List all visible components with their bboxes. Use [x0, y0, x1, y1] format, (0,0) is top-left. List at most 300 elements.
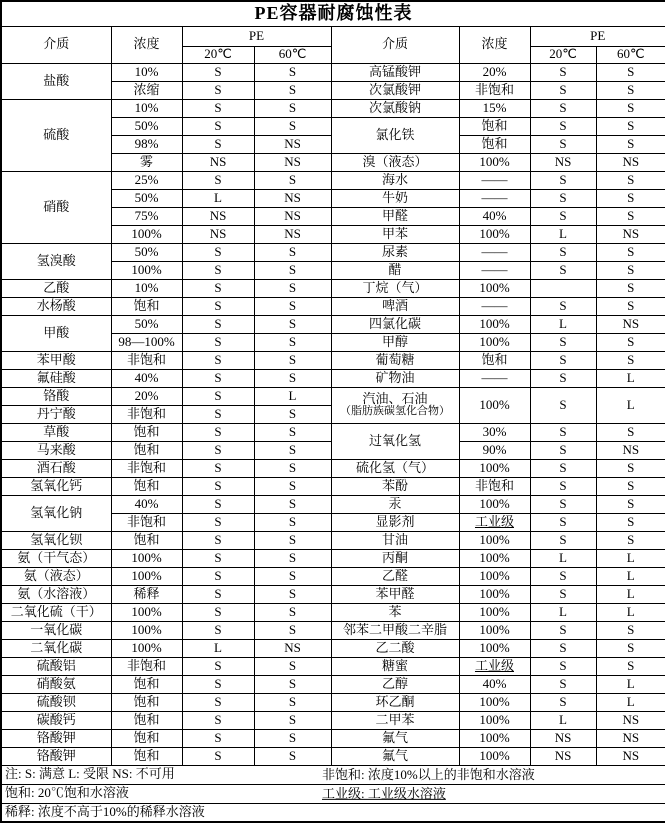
rating-20c-cell: S [182, 423, 254, 441]
rating-60c-cell: S [596, 531, 665, 549]
rating-60c-cell: NS [254, 639, 331, 657]
concentration-cell: 50% [111, 243, 182, 261]
table-body [1, 63, 665, 765]
medium-cell: 硫酸铝 [1, 657, 111, 675]
medium-cell: 硫化氢（气） [331, 459, 459, 477]
footnote-row-saturated [1, 784, 665, 803]
medium-cell: 氢溴酸 [1, 243, 111, 279]
medium-cell: 100% [111, 261, 182, 279]
table-row [1, 423, 665, 441]
concentration-cell: 非饱和 [111, 351, 182, 369]
rating-60c-cell: L [596, 603, 665, 621]
rating-20c-cell: L [182, 189, 254, 207]
rating-20c-cell: S [182, 567, 254, 585]
footnote-cell [1, 803, 665, 822]
rating-20c-cell: S [182, 117, 254, 135]
rating-60c-cell: S [596, 117, 665, 135]
rating-60c-cell: S [254, 675, 331, 693]
rating-20c-cell: S [182, 459, 254, 477]
concentration-cell: 饱和 [111, 297, 182, 315]
concentration-cell: 20% [111, 387, 182, 405]
rating-20c-cell: L [530, 603, 596, 621]
medium-cell: 雾 [111, 153, 182, 171]
medium-cell: 100% [111, 225, 182, 243]
table-row [1, 531, 665, 549]
rating-60c-cell: S [254, 459, 331, 477]
rating-60c-cell: L [596, 387, 665, 423]
rating-60c-cell: S [254, 297, 331, 315]
rating-20c-cell: S [530, 423, 596, 441]
concentration-cell: 100% [459, 549, 530, 567]
rating-20c-cell: S [596, 333, 665, 351]
concentration-cell: 10% [111, 279, 182, 297]
concentration-cell: 100% [459, 603, 530, 621]
rating-20c-cell: S [596, 81, 665, 99]
concentration-cell: 100% [459, 711, 530, 729]
concentration-cell: S [182, 513, 254, 531]
concentration-cell: 50% [111, 117, 182, 135]
rating-20c-cell: NS [530, 729, 596, 747]
concentration-cell: 40% [111, 369, 182, 387]
concentration-cell: 40% [459, 675, 530, 693]
rating-20c-cell: S [182, 531, 254, 549]
rating-60c-cell: S [596, 477, 665, 495]
rating-60c-cell: S [254, 693, 331, 711]
rating-20c-cell: S [530, 675, 596, 693]
table-row [1, 657, 665, 675]
rating-60c-cell: S [596, 621, 665, 639]
table-row [1, 297, 665, 315]
rating-60c-cell: L [596, 369, 665, 387]
rating-60c-cell: S [254, 567, 331, 585]
rating-60c-cell: S [596, 423, 665, 441]
medium-cell: 90% [459, 441, 530, 459]
rating-60c-cell: S [596, 99, 665, 117]
concentration-cell: 饱和 [459, 117, 530, 135]
rating-20c-cell: S [530, 99, 596, 117]
rating-60c-cell: S [596, 189, 665, 207]
concentration-cell: 100% [459, 459, 530, 477]
medium-cell: 环乙酮 [331, 693, 459, 711]
rating-60c-cell: NS [596, 729, 665, 747]
table-row [1, 549, 665, 567]
rating-60c-cell: S [596, 207, 665, 225]
medium-cell: 乙二酸 [331, 639, 459, 657]
rating-20c-cell: S [182, 657, 254, 675]
concentration-cell: 100% [111, 639, 182, 657]
concentration-cell: 40% [111, 495, 182, 513]
rating-60c-cell: S [596, 297, 665, 315]
rating-20c-cell: S [182, 63, 254, 81]
rating-60c-cell: S [596, 351, 665, 369]
table-row [1, 639, 665, 657]
rating-60c-cell: L [596, 675, 665, 693]
medium-cell: 非饱和 [111, 513, 182, 531]
rating-60c-cell: S [596, 243, 665, 261]
rating-20c-cell: S [254, 81, 331, 99]
medium-cell: 水杨酸 [1, 297, 111, 315]
concentration-cell: 100% [459, 639, 530, 657]
medium-cell: 硫酸钡 [1, 693, 111, 711]
concentration-cell: 50% [111, 315, 182, 333]
medium-cell: 丁烷（气） [331, 279, 459, 297]
title-row [1, 1, 665, 26]
col-header-temp-20c-right: 20℃ [530, 46, 596, 63]
rating-60c-cell: S [254, 477, 331, 495]
concentration-cell: 25% [111, 171, 182, 189]
concentration-cell: 非饱和 [111, 405, 182, 423]
concentration-cell: S [530, 333, 596, 351]
table-row [1, 387, 665, 405]
rating-20c-cell: NS [530, 747, 596, 765]
col-header-temp-60c-right: 60℃ [596, 46, 665, 63]
medium-cell: 铬酸钾 [1, 729, 111, 747]
rating-60c-cell: NS [254, 207, 331, 225]
concentration-cell: S [182, 333, 254, 351]
rating-60c-cell: S [254, 405, 331, 423]
rating-20c-cell: S [182, 243, 254, 261]
rating-20c-cell: S [182, 351, 254, 369]
footnote-cell [1, 784, 665, 803]
rating-20c-cell: S [530, 189, 596, 207]
rating-20c-cell: S [182, 387, 254, 405]
medium-cell: 四氯化碳 [331, 315, 459, 333]
rating-20c-cell: S [596, 135, 665, 153]
rating-20c-cell: S [530, 495, 596, 513]
medium-cell: 一氧化碳 [1, 621, 111, 639]
concentration-cell: S [530, 135, 596, 153]
col-header-temp-60c-left: 60℃ [254, 46, 331, 63]
rating-20c-cell: S [182, 495, 254, 513]
rating-60c-cell: S [254, 549, 331, 567]
medium-cell: 二氧化碳 [1, 639, 111, 657]
col-header-concentration-right: 浓度 [459, 26, 530, 63]
medium-cell: 非饱和 [459, 81, 530, 99]
rating-60c-cell: S [596, 63, 665, 81]
concentration-cell: S [530, 81, 596, 99]
rating-60c-cell: NS [596, 747, 665, 765]
rating-60c-cell: S [596, 171, 665, 189]
rating-20c-cell: L [530, 549, 596, 567]
concentration-cell: 30% [459, 423, 530, 441]
rating-20c-cell: S [182, 135, 254, 153]
rating-60c-cell: S [254, 603, 331, 621]
rating-60c-cell: NS [254, 135, 331, 153]
concentration-cell: 100% [111, 567, 182, 585]
rating-60c-cell: S [254, 369, 331, 387]
rating-20c-cell: S [596, 261, 665, 279]
rating-20c-cell: S [530, 171, 596, 189]
rating-20c-cell: NS [596, 225, 665, 243]
concentration-cell: 饱和 [111, 729, 182, 747]
concentration-cell: 100% [459, 279, 530, 297]
rating-20c-cell: NS [254, 153, 331, 171]
concentration-cell: 非饱和 [459, 477, 530, 495]
rating-60c-cell: 溴（液态） [331, 153, 459, 171]
table-row [1, 459, 665, 477]
table-row [1, 243, 665, 261]
table-row [1, 99, 665, 117]
table-row [1, 675, 665, 693]
medium-cell: 盐酸 [1, 63, 111, 99]
table-row [1, 747, 665, 765]
medium-cell: 苯甲酸 [1, 351, 111, 369]
rating-20c-cell: S [530, 531, 596, 549]
col-header-temp-20c-left: 20℃ [182, 46, 254, 63]
footnote-diluted-text: 稀释: 浓度不高于10%的稀释水溶液 [5, 804, 205, 820]
medium-cell: 饱和 [459, 135, 530, 153]
rating-20c-cell: S [530, 477, 596, 495]
medium-cell: 甘油 [331, 531, 459, 549]
medium-cell: 糖蜜 [331, 657, 459, 675]
medium-cell: 过氧化氢 [331, 423, 459, 459]
table-row [1, 567, 665, 585]
rating-60c-cell: S [254, 351, 331, 369]
medium-cell: 氯化铁 [331, 117, 459, 153]
rating-60c-cell: S [596, 459, 665, 477]
medium-cell: 硝酸氨 [1, 675, 111, 693]
rating-60c-cell: NS [596, 711, 665, 729]
rating-20c-cell: S [530, 567, 596, 585]
rating-60c-cell: NS [254, 189, 331, 207]
rating-20c-cell: S [182, 369, 254, 387]
concentration-cell: L [530, 225, 596, 243]
medium-cell: 次氯酸钠 [331, 99, 459, 117]
medium-cell: 丹宁酸 [1, 405, 111, 423]
rating-20c-cell: S [182, 621, 254, 639]
medium-cell: 甲醛 [331, 207, 459, 225]
medium-cell: 葡萄糖 [331, 351, 459, 369]
concentration-cell: 100% [459, 495, 530, 513]
rating-60c-cell: 甲醇 [331, 333, 459, 351]
rating-60c-cell: S [254, 423, 331, 441]
rating-20c-cell: NS [254, 225, 331, 243]
concentration-cell: 50% [111, 189, 182, 207]
rating-60c-cell: 甲苯 [331, 225, 459, 243]
medium-cell: 碳酸钙 [1, 711, 111, 729]
concentration-cell: 工业级 [459, 657, 530, 675]
medium-cell: 乙酸 [1, 279, 111, 297]
rating-20c-cell: S [530, 63, 596, 81]
rating-20c-cell: S [530, 459, 596, 477]
footnote-saturated-text: 饱和: 20℃饱和水溶液 [5, 785, 129, 801]
rating-20c-cell: S [596, 513, 665, 531]
medium-cell: 氟气 [331, 729, 459, 747]
rating-20c-cell: L [530, 711, 596, 729]
medium-cell: 高锰酸钾 [331, 63, 459, 81]
rating-20c-cell: S [530, 243, 596, 261]
concentration-cell: 10% [111, 99, 182, 117]
table-row [1, 279, 665, 297]
table-row [1, 369, 665, 387]
page-title: PE容器耐腐蚀性表 [1, 1, 665, 26]
concentration-cell: 100% [459, 693, 530, 711]
table-row [1, 351, 665, 369]
medium-cell: 氢氧化钙 [1, 477, 111, 495]
rating-60c-cell: 次氯酸钾 [331, 81, 459, 99]
col-header-medium-right: 介质 [331, 26, 459, 63]
rating-60c-cell: L [596, 693, 665, 711]
concentration-cell: S [530, 261, 596, 279]
concentration-cell: 饱和 [111, 531, 182, 549]
concentration-cell: NS [530, 153, 596, 171]
rating-60c-cell: S [596, 279, 665, 297]
table-row [1, 495, 665, 513]
rating-60c-cell: S [254, 531, 331, 549]
rating-20c-cell: S [530, 387, 596, 423]
rating-20c-cell: S [530, 693, 596, 711]
col-header-concentration-left: 浓度 [111, 26, 182, 63]
table-row [1, 711, 665, 729]
concentration-cell: 40% [459, 207, 530, 225]
concentration-cell: —— [459, 171, 530, 189]
medium-cell: 浓缩 [111, 81, 182, 99]
rating-60c-cell: S [254, 585, 331, 603]
rating-60c-cell: L [254, 387, 331, 405]
rating-20c-cell: S [530, 621, 596, 639]
rating-20c-cell: S [182, 405, 254, 423]
concentration-cell: —— [459, 189, 530, 207]
rating-60c-cell: S [254, 621, 331, 639]
concentration-cell: 75% [111, 207, 182, 225]
medium-cell: 氟气 [331, 747, 459, 765]
medium-cell: 丙酮 [331, 549, 459, 567]
medium-cell: 苯酚 [331, 477, 459, 495]
rating-60c-cell: 显影剂 [331, 513, 459, 531]
concentration-cell: 98% [111, 135, 182, 153]
rating-60c-cell: S [254, 171, 331, 189]
rating-60c-cell: S [254, 315, 331, 333]
table-row [1, 603, 665, 621]
rating-60c-cell: S [254, 279, 331, 297]
rating-20c-cell: S [182, 675, 254, 693]
concentration-cell: 100% [459, 729, 530, 747]
medium-cell: 100% [459, 333, 530, 351]
col-header-material-left: PE [182, 26, 331, 46]
rating-20c-cell: S [530, 297, 596, 315]
concentration-cell: 100% [111, 621, 182, 639]
medium-cell: 工业级 [459, 513, 530, 531]
col-header-medium-left: 介质 [1, 26, 111, 63]
medium-cell: 铬酸钾 [1, 747, 111, 765]
rating-60c-cell: S [254, 711, 331, 729]
footnote-row-diluted [1, 803, 665, 822]
concentration-cell: 饱和 [111, 747, 182, 765]
concentration-cell: 100% [111, 549, 182, 567]
rating-60c-cell: S [254, 243, 331, 261]
medium-cell: 海水 [331, 171, 459, 189]
rating-60c-cell: S [254, 729, 331, 747]
footnote-legend-text: 注: S: 满意 L: 受限 NS: 不可用 [5, 766, 175, 782]
rating-20c-cell: S [182, 549, 254, 567]
rating-60c-cell: 醋 [331, 261, 459, 279]
rating-20c-cell: NS [182, 207, 254, 225]
concentration-cell: 稀释 [111, 585, 182, 603]
rating-20c-cell: S [530, 117, 596, 135]
concentration-cell: 100% [459, 585, 530, 603]
rating-20c-cell: S [182, 711, 254, 729]
rating-20c-cell: S [254, 333, 331, 351]
rating-20c-cell: S [530, 369, 596, 387]
medium-cell: 甲酸 [1, 315, 111, 351]
rating-20c-cell [530, 279, 596, 297]
rating-20c-cell: S [530, 657, 596, 675]
rating-60c-cell: S [254, 441, 331, 459]
rating-20c-cell: S [182, 441, 254, 459]
rating-60c-cell: L [596, 567, 665, 585]
footnote-unsaturated-text: 非饱和: 浓度10%以上的非饱和水溶液 [322, 766, 535, 782]
rating-60c-cell: L [596, 549, 665, 567]
rating-20c-cell: NS [596, 441, 665, 459]
medium-cell: 98—100% [111, 333, 182, 351]
footnote-cell [1, 765, 665, 784]
rating-20c-cell: L [182, 639, 254, 657]
medium-cell: 汞 [331, 495, 459, 513]
rating-20c-cell: L [530, 315, 596, 333]
rating-60c-cell: S [254, 747, 331, 765]
rating-20c-cell: S [182, 279, 254, 297]
rating-20c-cell: S [182, 693, 254, 711]
concentration-cell: 100% [459, 567, 530, 585]
medium-cell: 苯 [331, 603, 459, 621]
concentration-cell: 100% [111, 603, 182, 621]
medium-cell: 氨（干气态） [1, 549, 111, 567]
col-header-material-right: PE [530, 26, 665, 46]
concentration-cell: 20% [459, 63, 530, 81]
concentration-cell: —— [459, 369, 530, 387]
rating-60c-cell: S [254, 63, 331, 81]
rating-60c-cell: L [596, 585, 665, 603]
medium-cell: 100% [459, 225, 530, 243]
rating-20c-cell: S [182, 729, 254, 747]
rating-60c-cell: S [254, 99, 331, 117]
rating-20c-cell: S [530, 585, 596, 603]
table-row [1, 171, 665, 189]
medium-cell: 乙醇 [331, 675, 459, 693]
medium-cell: 氢氧化钡 [1, 531, 111, 549]
rating-20c-cell: S [182, 603, 254, 621]
medium-cell: —— [459, 261, 530, 279]
medium-cell: 氨（水溶液） [1, 585, 111, 603]
rating-20c-cell: S [530, 351, 596, 369]
medium-cell: 酒石酸 [1, 459, 111, 477]
medium-cell: 硝酸 [1, 171, 111, 243]
medium-cell: 苯甲醛 [331, 585, 459, 603]
rating-60c-cell: S [596, 495, 665, 513]
concentration-cell: 非饱和 [111, 459, 182, 477]
concentration-cell: S [530, 441, 596, 459]
concentration-cell: NS [182, 153, 254, 171]
concentration-cell: S [182, 81, 254, 99]
rating-60c-cell: NS [596, 315, 665, 333]
medium-cell: 尿素 [331, 243, 459, 261]
medium-cell: 啤酒 [331, 297, 459, 315]
table-row [1, 729, 665, 747]
footnote-industrial-text: 工业级: 工业级水溶液 [322, 785, 446, 801]
concentration-cell: 10% [111, 63, 182, 81]
rating-60c-cell: S [596, 657, 665, 675]
medium-cell: 氟硅酸 [1, 369, 111, 387]
table-row [1, 315, 665, 333]
medium-cell: 乙醛 [331, 567, 459, 585]
concentration-cell: 饱和 [459, 351, 530, 369]
concentration-cell: S [182, 261, 254, 279]
concentration-cell: 100% [459, 387, 530, 423]
table-row [1, 477, 665, 495]
medium-cell: 矿物油 [331, 369, 459, 387]
rating-20c-cell: S [530, 207, 596, 225]
table-row [1, 693, 665, 711]
